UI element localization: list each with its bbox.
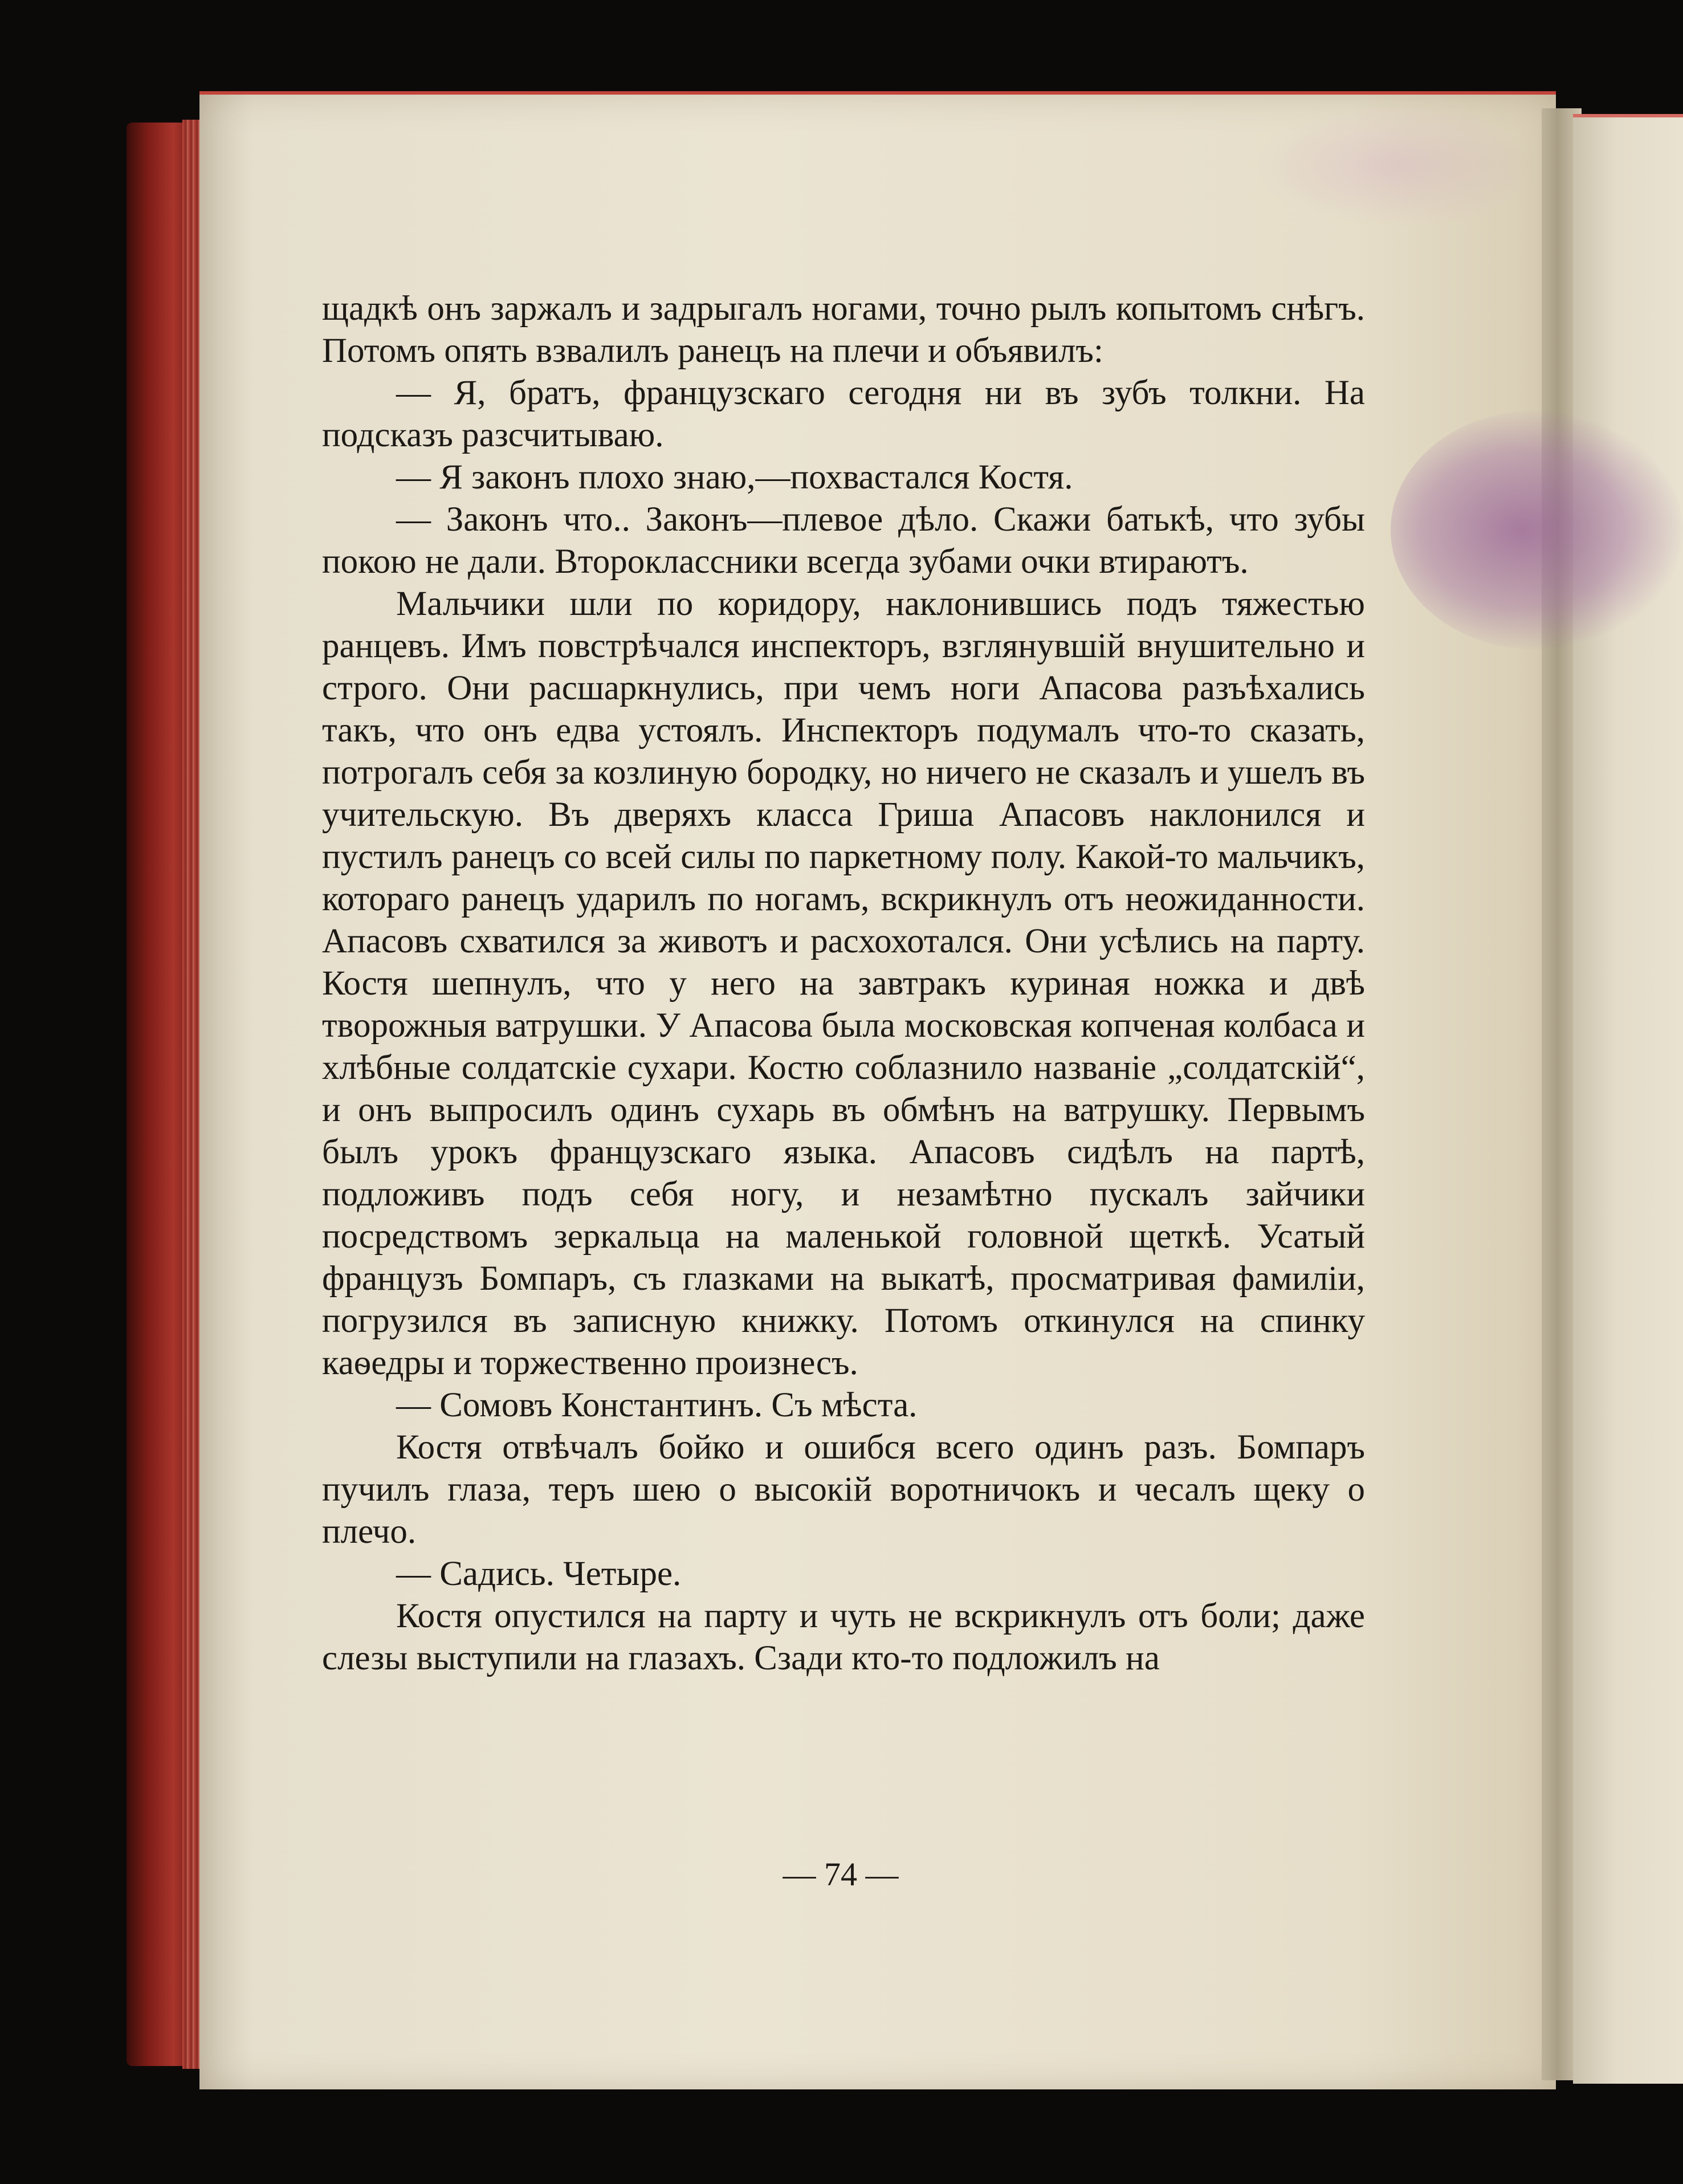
- paragraph-2: — Я, братъ, французскаго сегодня ни въ зубъ толкни. На подсказъ разсчитываю.: [322, 374, 1365, 454]
- ink-stain: [1391, 410, 1683, 650]
- paragraph-7: Костя отвѣчалъ бойко и ошибся всего одинъ разъ. Бомпаръ пучилъ глаза, теръ шею о высокій воротничокъ и чесалъ щеку о плечо.: [322, 1428, 1365, 1551]
- page-text: [322, 288, 1365, 1680]
- right-page: [1573, 114, 1683, 2084]
- ink-bleed: [1254, 103, 1539, 228]
- paragraph-6: — Сомовъ Константинъ. Съ мѣста.: [396, 1386, 918, 1424]
- paragraph-3: — Я законъ плохо знаю,—похвастался Костя.: [396, 458, 1073, 496]
- paragraph-5: Мальчики шли по коридору, наклонившись подъ тяжестью ранцевъ. Имъ повстрѣчался инспекторъ, взглянувшій внушительно и строго. Они расшаркнулись, при чемъ ноги Апасова разъѣхались такъ, что онъ едва устоялъ. Инспекторъ подумалъ что-то сказать, потрогалъ себя за козлиную бородку, но ничего не сказалъ и ушелъ въ учительскую. Въ дверяхъ класса Гриша Апасовъ наклонился и пустилъ ранецъ со всей силы по паркетному полу. Какой-то мальчикъ, котораго ранецъ ударилъ по ногамъ, вскрикнулъ отъ неожиданности. Апасовъ схватился за животъ и расхохотался. Они усѣлись на парту. Костя шепнулъ, что у него на завтракъ куриная ножка и двѣ творожныя ватрушки. У Апасова была московская копченая колбаса и хлѣбные солдатскіе сухари. Костю соблазнило названіе „солдатскій“, и онъ выпросилъ одинъ сухарь въ обмѣнъ на ватрушку. Первымъ былъ урокъ французскаго языка. Апасовъ сидѣлъ на партѣ, подложивъ подъ себя ногу, и незамѣтно пускалъ зайчики посредствомъ зеркальца на маленькой головной щеткѣ. Усатый французъ Бомпаръ, съ глазками на выкатѣ, просматривая фамиліи, погрузился въ записную книжку. Потомъ откинулся на спинку каѳедры и торжественно произнесъ.: [322, 585, 1365, 1382]
- paragraph-8: — Садись. Четыре.: [396, 1555, 682, 1593]
- paragraph-4: — Законъ что.. Законъ—плевое дѣло. Скажи батькѣ, что зубы покою не дали. Второклассники всегда зубами очки втираютъ.: [322, 500, 1365, 581]
- paragraph-9: Костя опустился на парту и чуть не вскрикнулъ отъ боли; даже слезы выступили на глазахъ. Сзади кто-то подложилъ на: [322, 1597, 1365, 1677]
- page-number: — 74 —: [783, 1856, 899, 1893]
- paragraph-1: щадкѣ онъ заржалъ и задрыгалъ ногами, точно рылъ копытомъ снѣгъ. Потомъ опять взвалилъ ранецъ на плечи и объявилъ:: [322, 290, 1365, 370]
